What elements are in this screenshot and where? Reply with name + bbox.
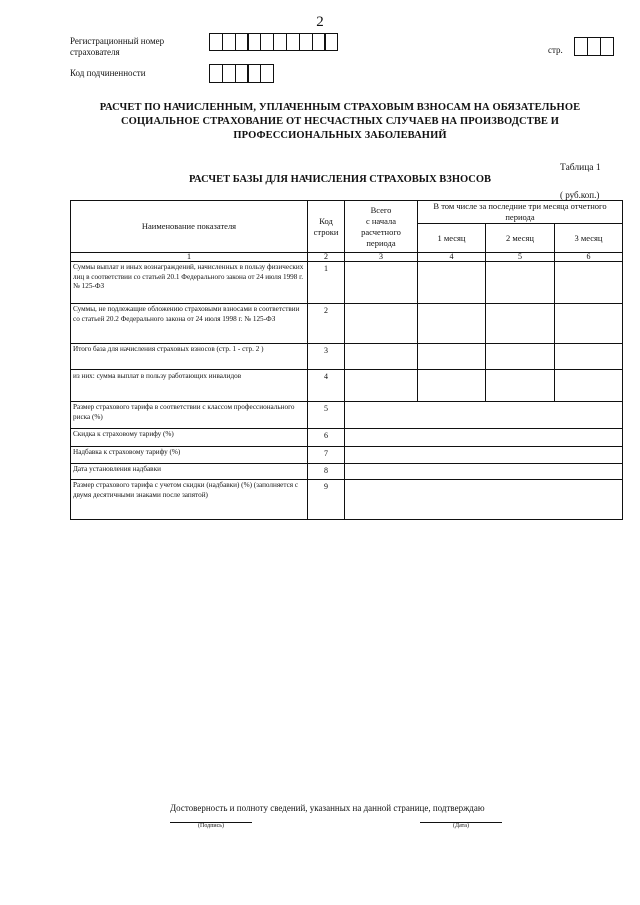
col-header-total-line2: с начала — [365, 215, 396, 226]
row-code: 7 — [308, 447, 345, 464]
col-header-code-line1: Код — [319, 215, 333, 226]
row-name: Размер страхового тарифа с учетом скидки (надбавки) (%) (заполняется с двумя десятичными знаками после запятой) — [71, 480, 308, 520]
row-name: Суммы выплат и иных вознаграждений, начисленных в пользу физических лиц в соответствии со статьей 20.1 Федерального закона от 24 июля 1998 г. № 125-ФЗ — [71, 262, 308, 304]
subordination-code-cells[interactable] — [209, 64, 273, 83]
row-name: из них: сумма выплат в пользу работающих инвалидов — [71, 370, 308, 402]
row-name: Размер страхового тарифа в соответствии с классом профессионального риска (%) — [71, 402, 308, 429]
col-header-group: В том числе за последние три месяца отчетного периода — [418, 201, 623, 224]
registration-number-label — [70, 36, 164, 58]
col-number: 1 — [71, 253, 308, 262]
table-row — [71, 429, 623, 447]
table-row — [71, 370, 623, 402]
col-header-name: Наименование показателя — [71, 201, 308, 253]
row-code: 5 — [308, 402, 345, 429]
col-number: 5 — [486, 253, 555, 262]
col-header-month3: 3 месяц — [555, 224, 623, 253]
table-row — [71, 304, 623, 344]
value-cell[interactable] — [345, 429, 623, 447]
value-cell[interactable] — [418, 262, 486, 304]
value-cell[interactable] — [486, 304, 555, 344]
title-line1: РАСЧЕТ ПО НАЧИСЛЕННЫМ, УПЛАЧЕННЫМ СТРАХОВЫМ ВЗНОСАМ НА ОБЯЗАТЕЛЬНОЕ — [99, 102, 581, 113]
row-code: 3 — [308, 344, 345, 370]
row-name: Дата установления надбавки — [71, 464, 308, 480]
value-cell[interactable] — [345, 447, 623, 464]
value-cell[interactable] — [345, 262, 418, 304]
row-name: Надбавка к страховому тарифу (%) — [71, 447, 308, 464]
registration-number-label-line2: страхователя — [70, 47, 120, 57]
value-cell[interactable] — [345, 344, 418, 370]
row-code: 6 — [308, 429, 345, 447]
value-cell[interactable] — [418, 304, 486, 344]
value-cell[interactable] — [486, 370, 555, 402]
table-row — [71, 447, 623, 464]
registration-number-cells[interactable] — [209, 33, 337, 51]
row-name: Итого база для начисления страховых взносов (стр. 1 - стр. 2 ) — [71, 344, 308, 370]
value-cell[interactable] — [418, 370, 486, 402]
col-header-code — [308, 201, 345, 253]
value-cell[interactable] — [555, 304, 623, 344]
row-code: 9 — [308, 480, 345, 520]
col-number: 2 — [308, 253, 345, 262]
table-row — [71, 480, 623, 520]
page-number-cells[interactable] — [574, 37, 612, 56]
page-label: стр. — [548, 45, 563, 55]
row-code: 4 — [308, 370, 345, 402]
value-cell[interactable] — [555, 370, 623, 402]
col-header-total — [345, 201, 418, 253]
value-cell[interactable] — [345, 464, 623, 480]
col-header-total-line3: расчетного — [361, 226, 401, 237]
row-code: 2 — [308, 304, 345, 344]
col-header-code-line2: строки — [313, 226, 339, 237]
title-line2: СОЦИАЛЬНОЕ СТРАХОВАНИЕ ОТ НЕСЧАСТНЫХ СЛУЧАЕВ НА ПРОИЗВОДСТВЕ И — [120, 116, 560, 127]
signature-field[interactable] — [170, 822, 252, 829]
row-code: 1 — [308, 262, 345, 304]
value-cell[interactable] — [486, 344, 555, 370]
value-cell[interactable] — [345, 304, 418, 344]
subordination-code-label: Код подчиненности — [70, 68, 146, 78]
col-header-total-line4: периода — [366, 237, 396, 248]
table-row — [71, 344, 623, 370]
col-header-month2: 2 месяц — [486, 224, 555, 253]
sub-cell[interactable] — [260, 64, 274, 83]
attestation-statement: Достоверность и полноту сведений, указанных на данной странице, подтверждаю — [170, 803, 485, 813]
col-number: 6 — [555, 253, 623, 262]
row-name: Суммы, не подлежащие обложению страховыми взносами в соответствии со статьей 20.2 Федерального закона от 24 июля 1998 г. № 125-ФЗ — [71, 304, 308, 344]
value-cell[interactable] — [345, 480, 623, 520]
row-code: 8 — [308, 464, 345, 480]
document-title — [60, 101, 620, 143]
signature-caption: (Подпись) — [197, 823, 225, 829]
row-name: Скидка к страховому тарифу (%) — [71, 429, 308, 447]
date-caption: (Дата) — [453, 823, 469, 829]
table-row — [71, 402, 623, 429]
col-number: 3 — [345, 253, 418, 262]
value-cell[interactable] — [345, 402, 623, 429]
table-subtitle: РАСЧЕТ БАЗЫ ДЛЯ НАЧИСЛЕНИЯ СТРАХОВЫХ ВЗНОСОВ — [188, 174, 492, 185]
registration-number-label-line1: Регистрационный номер — [70, 36, 165, 46]
table-row — [71, 464, 623, 480]
value-cell[interactable] — [555, 262, 623, 304]
value-cell[interactable] — [418, 344, 486, 370]
date-field[interactable] — [420, 822, 502, 829]
col-header-total-line1: Всего — [370, 204, 392, 215]
page-cell[interactable] — [600, 37, 614, 56]
reg-cell[interactable] — [324, 33, 338, 51]
table-label: Таблица 1 — [560, 163, 601, 173]
col-header-month1: 1 месяц — [418, 224, 486, 253]
value-cell[interactable] — [345, 370, 418, 402]
units-label: ( руб.коп.) — [560, 190, 600, 200]
value-cell[interactable] — [486, 262, 555, 304]
title-line3: ПРОФЕССИОНАЛЬНЫХ ЗАБОЛЕВАНИЙ — [233, 130, 447, 141]
table-row — [71, 262, 623, 304]
page-number: 2 — [316, 14, 324, 30]
col-number: 4 — [418, 253, 486, 262]
base-calculation-table — [70, 200, 623, 520]
value-cell[interactable] — [555, 344, 623, 370]
